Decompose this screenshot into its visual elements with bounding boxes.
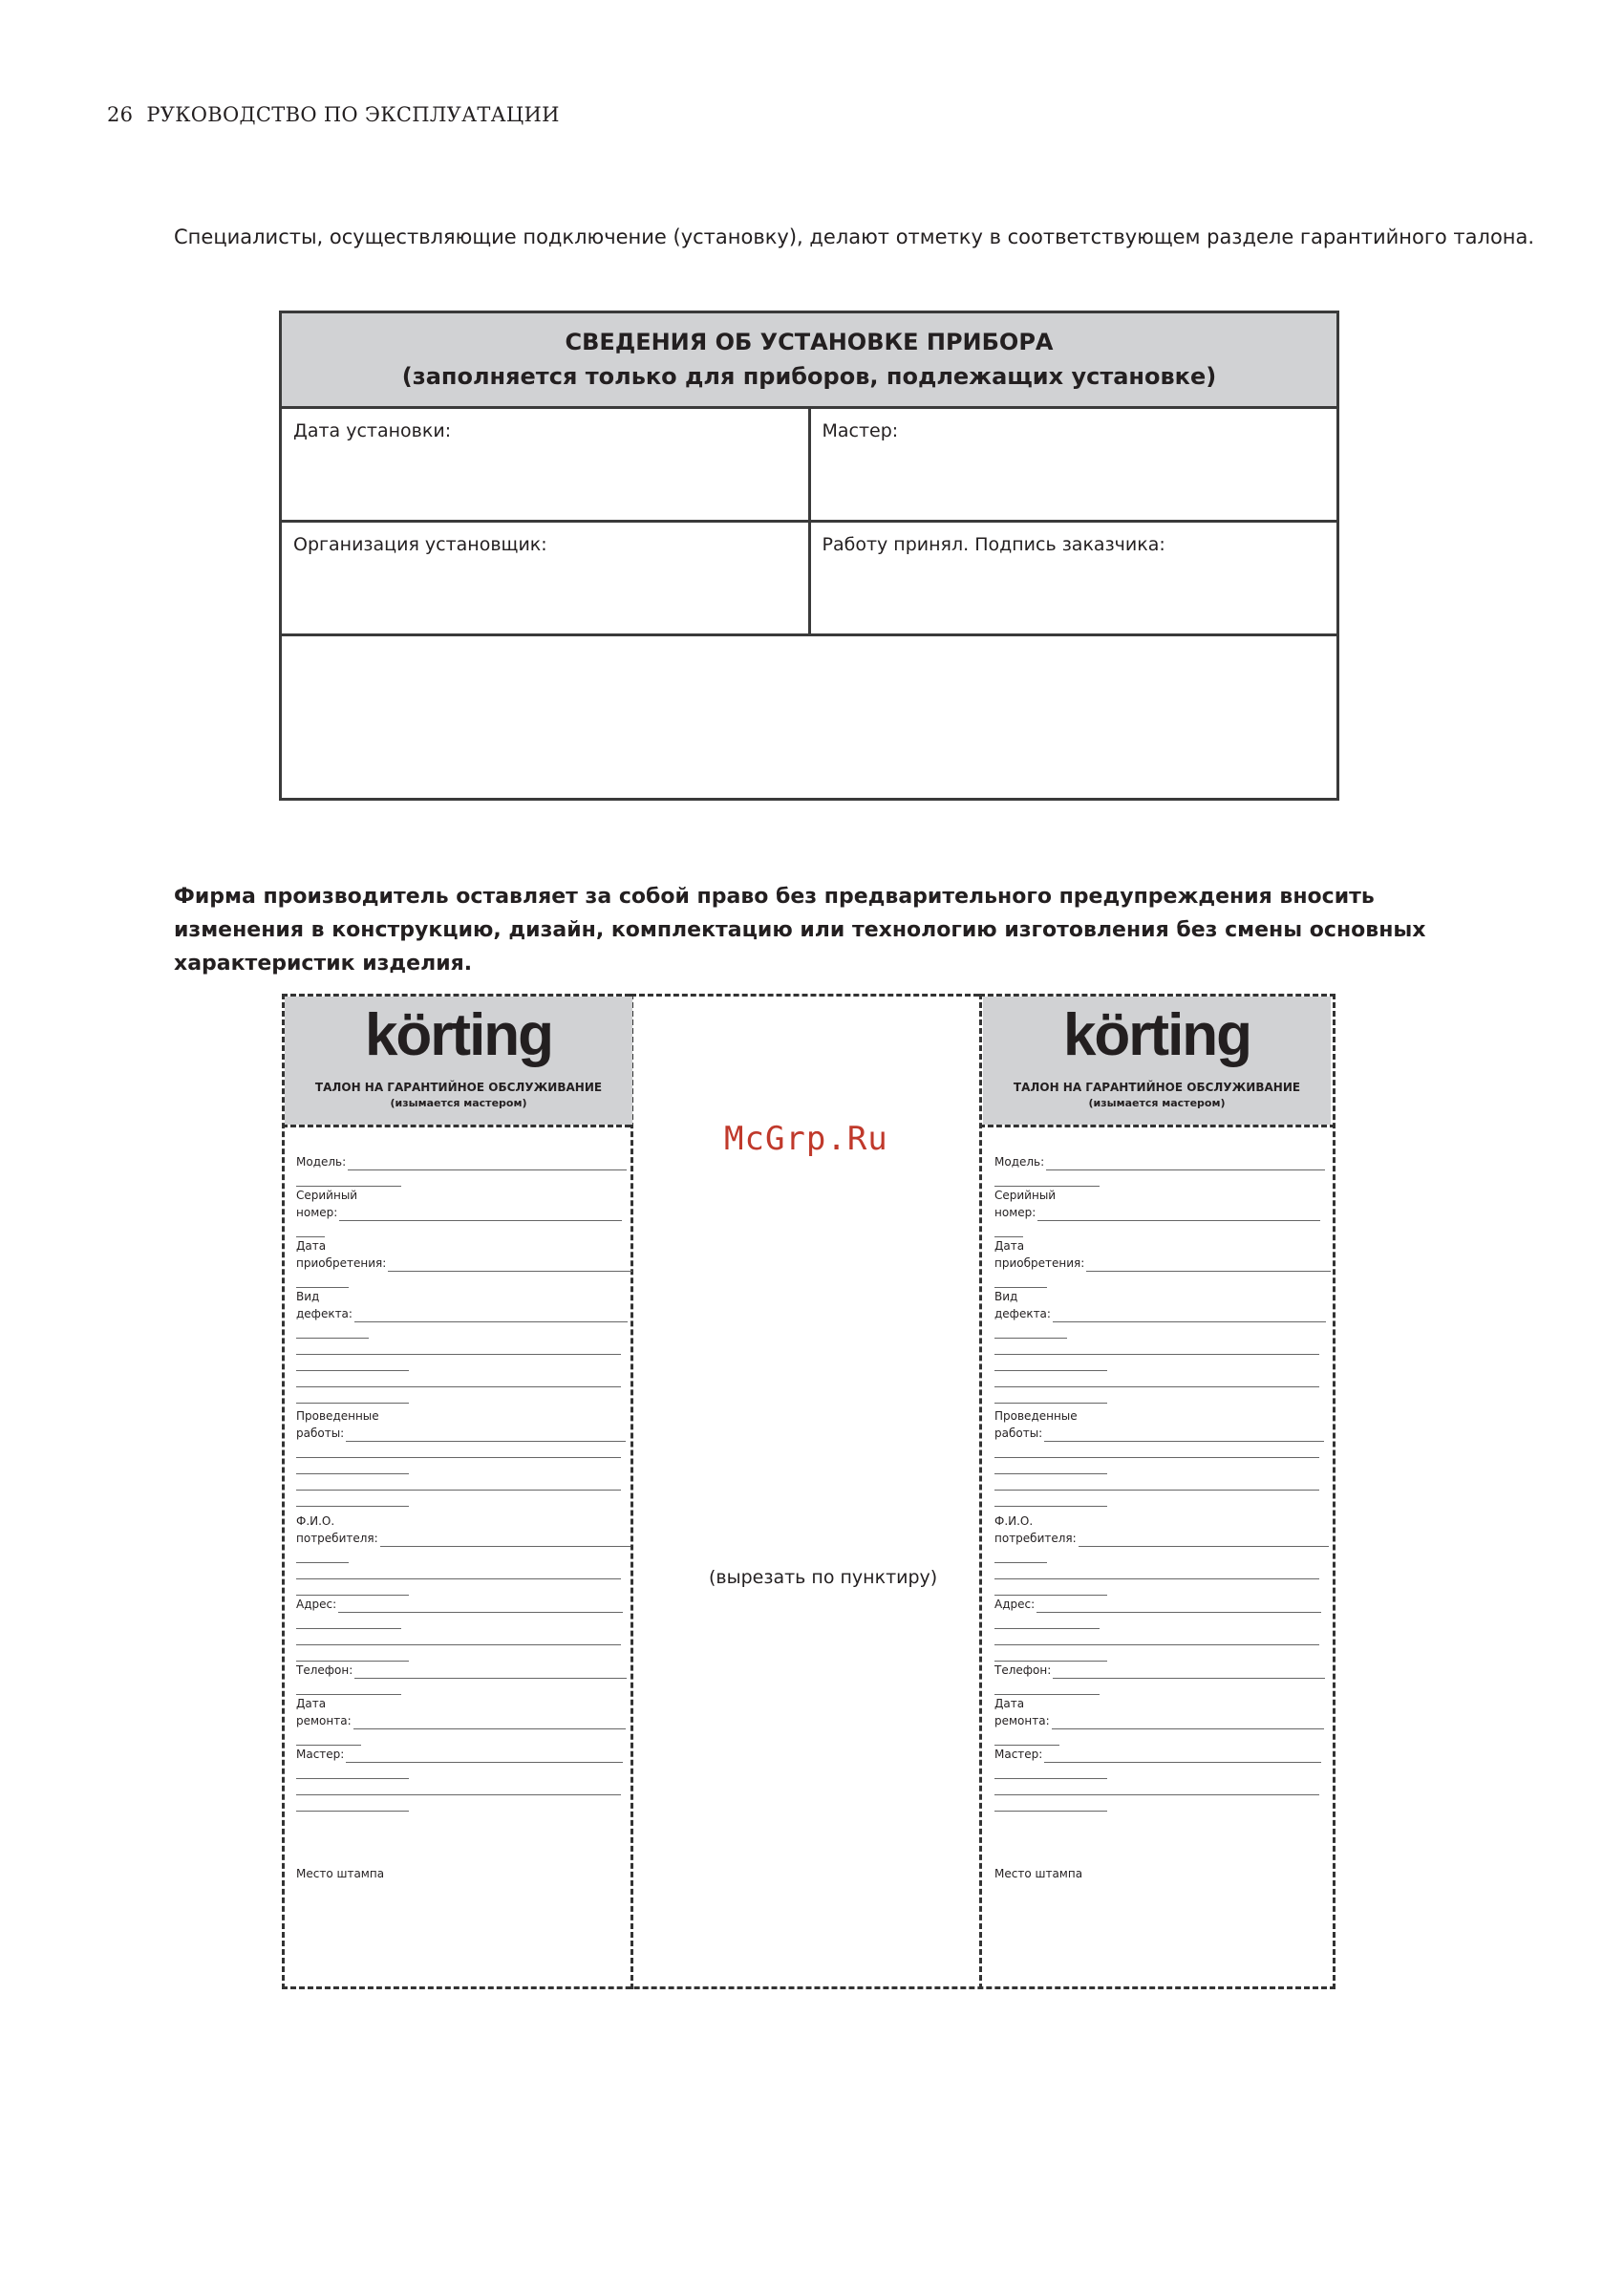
install-customer-signature-field: Работу принял. Подпись заказчика:	[808, 523, 1337, 633]
cut-line	[979, 994, 982, 1989]
cut-line	[1333, 994, 1336, 1989]
page-header	[107, 103, 560, 126]
defect-label-2: дефекта:	[296, 1307, 353, 1320]
installation-subtitle: (заполняется только для приборов, подлежащих установке)	[401, 363, 1217, 390]
model-label: Модель:	[296, 1155, 347, 1169]
cut-instruction: (вырезать по пунктиру)	[709, 1567, 938, 1588]
serial-label-1: Серийный	[296, 1189, 358, 1202]
fill-line	[296, 1763, 409, 1779]
fill-line	[994, 1170, 1100, 1187]
fill-line	[994, 1221, 1023, 1237]
purchase-label-1: Дата	[994, 1239, 1025, 1253]
fill-line	[994, 1339, 1319, 1355]
defect-label-2: дефекта:	[994, 1307, 1051, 1320]
coupon-title: ТАЛОН НА ГАРАНТИЙНОЕ ОБСЛУЖИВАНИЕ	[314, 1081, 603, 1094]
master-label: Мастер:	[994, 1748, 1043, 1761]
purchase-label-1: Дата	[296, 1239, 327, 1253]
fill-line	[296, 1645, 409, 1662]
stamp-label: Место штампа	[994, 1867, 1083, 1880]
fill-line	[296, 1355, 409, 1371]
works-label-2: работы:	[994, 1427, 1043, 1440]
coupon-fields	[983, 1125, 1331, 1882]
repair-label-1: Дата	[994, 1697, 1025, 1710]
fill-line	[994, 1474, 1319, 1491]
coupon-header	[983, 997, 1331, 1125]
fill-line	[296, 1339, 621, 1355]
fio-label-2: потребителя:	[994, 1532, 1077, 1545]
coupon-header	[285, 997, 632, 1125]
fill-line	[296, 1221, 325, 1237]
fill-line	[296, 1387, 409, 1404]
fill-line	[296, 1795, 409, 1812]
fill-line	[296, 1579, 409, 1596]
fill-line	[296, 1563, 621, 1579]
warranty-coupon-right	[983, 997, 1331, 1986]
page-number: 26	[107, 103, 134, 126]
fill-line	[296, 1322, 369, 1339]
serial-label-2: номер:	[994, 1206, 1036, 1219]
fill-line	[994, 1547, 1047, 1563]
coupon-fields	[285, 1125, 632, 1882]
installation-row	[282, 523, 1336, 636]
serial-label-1: Серийный	[994, 1189, 1057, 1202]
fill-line	[994, 1355, 1107, 1371]
install-organization-field: Организация установщик:	[293, 534, 547, 555]
fill-line	[994, 1563, 1319, 1579]
watermark: McGrp.Ru	[724, 1120, 888, 1158]
defect-label-1: Вид	[994, 1290, 1018, 1303]
master-label: Мастер:	[296, 1748, 345, 1761]
installation-title: СВЕДЕНИЯ ОБ УСТАНОВКЕ ПРИБОРА	[565, 329, 1054, 355]
installation-row	[282, 409, 1336, 523]
repair-label-2: ремонта:	[994, 1714, 1050, 1727]
fill-line	[296, 1474, 621, 1491]
cut-line	[282, 1986, 1336, 1989]
repair-label-1: Дата	[296, 1697, 327, 1710]
works-label-2: работы:	[296, 1427, 345, 1440]
install-master-field: Мастер:	[808, 409, 1337, 520]
works-label-1: Проведенные	[296, 1409, 379, 1423]
fill-line	[994, 1613, 1100, 1629]
header-title: РУКОВОДСТВО ПО ЭКСПЛУАТАЦИИ	[146, 103, 560, 126]
fill-line	[994, 1371, 1319, 1387]
purchase-label-2: приобретения:	[296, 1256, 387, 1270]
fill-line	[296, 1272, 349, 1288]
cut-line	[630, 994, 979, 997]
fill-line	[994, 1629, 1319, 1645]
installation-form	[279, 311, 1339, 801]
fill-line	[994, 1779, 1319, 1795]
intro-text: Специалисты, осуществляющие подключение (установку), делают отметку в соответствующем разделе гарантийного талона.	[174, 225, 1535, 248]
works-label-1: Проведенные	[994, 1409, 1078, 1423]
fill-line	[994, 1442, 1319, 1458]
coupon-title: ТАЛОН НА ГАРАНТИЙНОЕ ОБСЛУЖИВАНИЕ	[1013, 1081, 1301, 1094]
fill-line	[994, 1491, 1107, 1507]
fill-line	[994, 1272, 1047, 1288]
coupon-subtitle: (изымается мастером)	[390, 1097, 527, 1109]
fio-label-1: Ф.И.О.	[994, 1514, 1034, 1528]
fill-line	[994, 1795, 1107, 1812]
fill-line	[994, 1579, 1107, 1596]
brand-logo: körting	[364, 1002, 553, 1068]
fill-line	[994, 1729, 1059, 1746]
repair-label-2: ремонта:	[296, 1714, 352, 1727]
fio-label-1: Ф.И.О.	[296, 1514, 335, 1528]
fio-label-2: потребителя:	[296, 1532, 378, 1545]
fill-line	[296, 1170, 401, 1187]
fill-line	[296, 1547, 349, 1563]
fill-line	[296, 1458, 409, 1474]
model-label: Модель:	[994, 1155, 1045, 1169]
fill-line	[296, 1729, 361, 1746]
address-label: Адрес:	[296, 1598, 337, 1611]
serial-label-2: номер:	[296, 1206, 338, 1219]
fill-line	[296, 1491, 409, 1507]
fill-line	[296, 1629, 621, 1645]
fill-line	[994, 1679, 1100, 1695]
manufacturer-notice: Фирма производитель оставляет за собой право без предварительного предупреждения вносить изменения в конструкцию, дизайн, комплектацию или технологию изготовления без смены основных характеристик изделия.	[174, 885, 1426, 976]
fill-line	[994, 1322, 1067, 1339]
warranty-coupon-left	[285, 997, 632, 1986]
brand-logo: körting	[1062, 1002, 1251, 1068]
fill-line	[296, 1779, 621, 1795]
fill-line	[994, 1458, 1107, 1474]
fill-line	[296, 1371, 621, 1387]
fill-line	[296, 1442, 621, 1458]
fill-line	[296, 1613, 401, 1629]
coupon-subtitle: (изымается мастером)	[1088, 1097, 1226, 1109]
address-label: Адрес:	[994, 1598, 1036, 1611]
fill-line	[296, 1679, 401, 1695]
install-date-field: Дата установки:	[293, 420, 452, 441]
defect-label-1: Вид	[296, 1290, 320, 1303]
fill-line	[994, 1645, 1107, 1662]
stamp-label: Место штампа	[296, 1867, 385, 1880]
phone-label: Телефон:	[296, 1663, 353, 1677]
fill-line	[994, 1763, 1107, 1779]
phone-label: Телефон:	[994, 1663, 1052, 1677]
installation-form-header	[282, 313, 1336, 409]
fill-line	[994, 1387, 1107, 1404]
purchase-label-2: приобретения:	[994, 1256, 1085, 1270]
